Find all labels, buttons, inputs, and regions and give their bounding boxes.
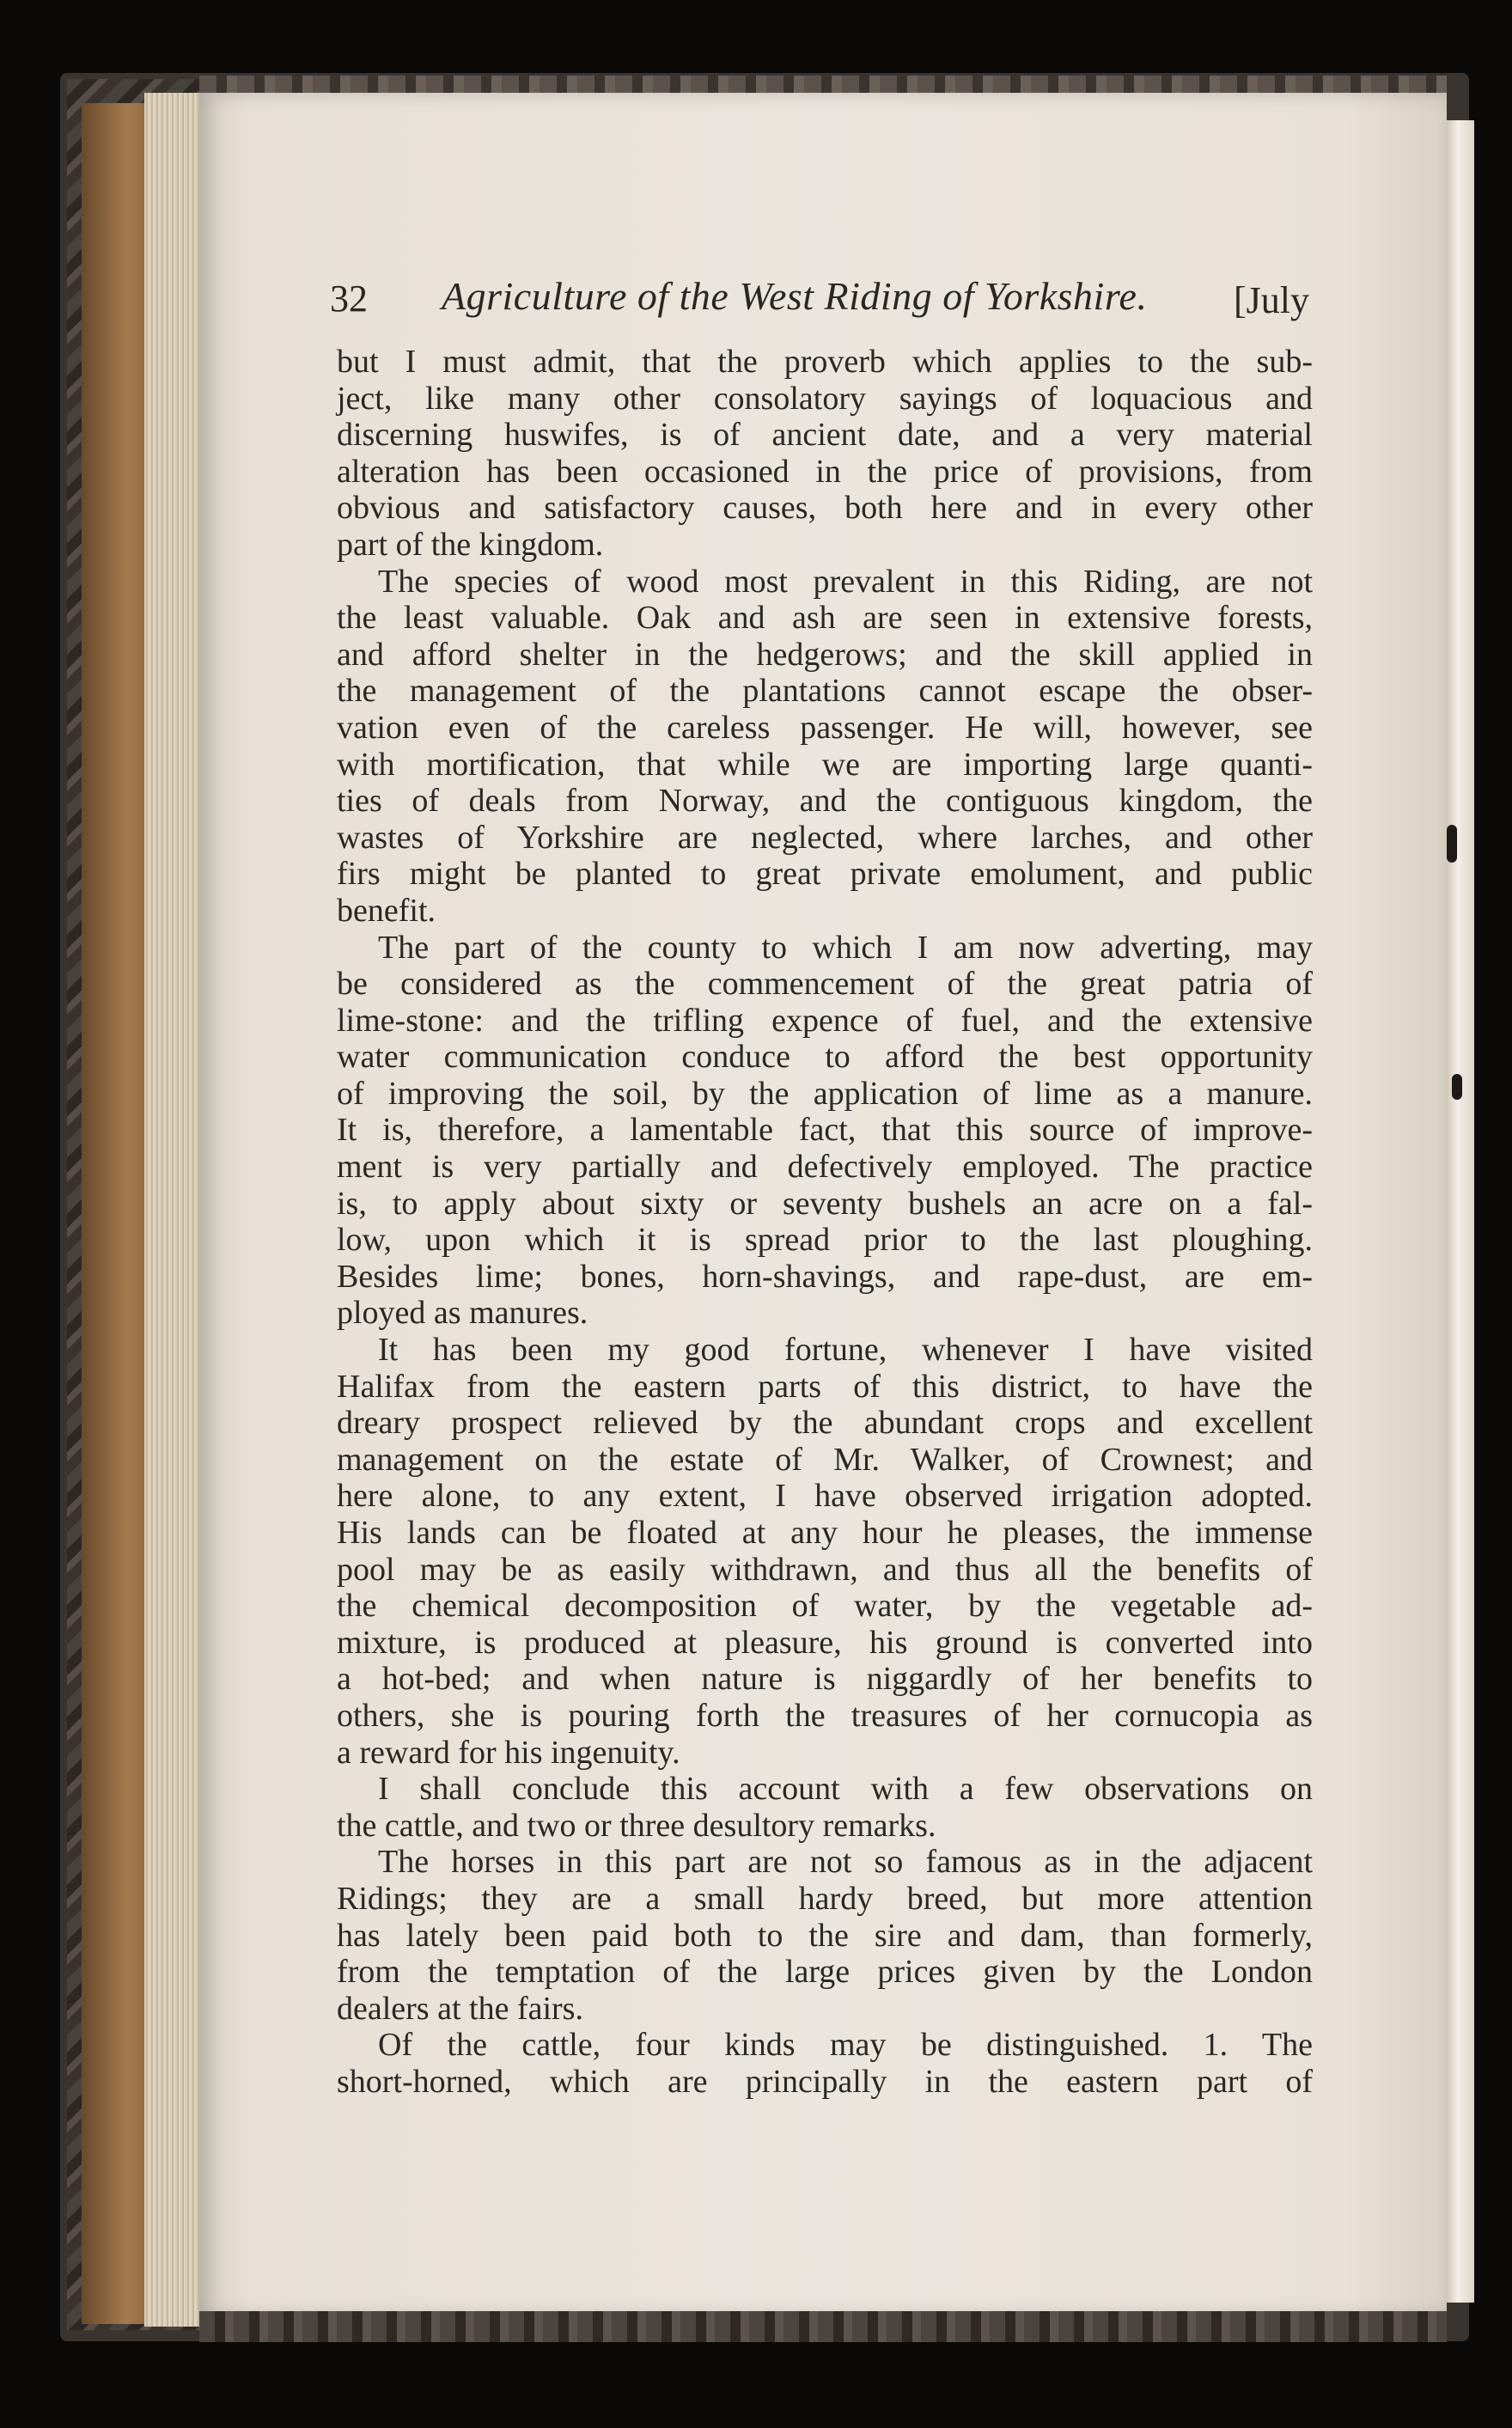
text-line: ties of deals from Norway, and the contiguous kingdom, the: [337, 783, 1313, 820]
text-line: pool may be as easily withdrawn, and thus all the benefits of: [337, 1551, 1313, 1588]
text-line: others, she is pouring forth the treasures of her cornucopia as: [337, 1697, 1313, 1734]
text-line: Besides lime; bones, horn-shavings, and rape-dust, are em-: [337, 1258, 1313, 1295]
text-line: with mortification, that while we are importing large quanti-: [337, 746, 1313, 783]
text-line: It has been my good fortune, whenever I have visited: [378, 1332, 1313, 1369]
page-number: 32: [330, 278, 368, 320]
text-line: Ridings; they are a small hardy breed, but more attention: [337, 1880, 1313, 1917]
text-line: firs might be planted to great private emolument, and public: [337, 856, 1313, 893]
text-line: the chemical decomposition of water, by the vegetable ad-: [337, 1588, 1313, 1625]
text-line: The species of wood most prevalent in this Riding, are not: [378, 563, 1313, 600]
text-line: has lately been paid both to the sire and dam, than formerly,: [337, 1917, 1313, 1954]
text-line: wastes of Yorkshire are neglected, where larches, and other: [337, 819, 1313, 856]
text-line: ject, like many other consolatory sayings of loquacious and: [337, 380, 1313, 417]
text-line: here alone, to any extent, I have observed irrigation adopted.: [337, 1478, 1313, 1515]
text-line: short-horned, which are principally in the eastern part of: [337, 2063, 1313, 2100]
text-line: management on the estate of Mr. Walker, of Crownest; and: [337, 1441, 1313, 1478]
text-line: a reward for his ingenuity.: [337, 1734, 680, 1771]
running-title: Agriculture of the West Riding of Yorkshire.: [442, 274, 1148, 318]
text-line: ployed as manures.: [337, 1295, 588, 1332]
text-line: a hot-bed; and when nature is niggardly of her benefits to: [337, 1661, 1313, 1698]
text-line: lime-stone: and the trifling expence of fuel, and the extensive: [337, 1002, 1313, 1039]
text-line: low, upon which it is spread prior to the last ploughing.: [337, 1222, 1313, 1259]
text-line: and afford shelter in the hedgerows; and the skill applied in: [337, 636, 1313, 673]
text-line: The horses in this part are not so famous as in the adjacent: [378, 1844, 1313, 1881]
text-line: alteration has been occasioned in the price of provisions, from: [337, 453, 1313, 490]
text-line: It is, therefore, a lamentable fact, that this source of improve-: [337, 1112, 1313, 1149]
text-line: discerning huswifes, is of ancient date, and a very material: [337, 417, 1313, 454]
text-line: but I must admit, that the proverb which applies to the sub-: [337, 344, 1313, 380]
text-line: dreary prospect relieved by the abundant crops and excellent: [337, 1405, 1313, 1442]
text-line: dealers at the fairs.: [337, 1990, 583, 2027]
text-line: is, to apply about sixty or seventy bushels an acre on a fal-: [337, 1185, 1313, 1222]
text-line: be considered as the commencement of the great patria of: [337, 966, 1313, 1003]
text-line: part of the kingdom.: [337, 526, 604, 563]
text-line: of improving the soil, by the application of lime as a manure.: [337, 1075, 1313, 1112]
text-line: His lands can be floated at any hour he pleases, the immense: [337, 1515, 1313, 1551]
text-line: mixture, is produced at pleasure, his ground is converted into: [337, 1624, 1313, 1661]
text-line: Halifax from the eastern parts of this district, to have the: [337, 1368, 1313, 1405]
page-header: [330, 273, 1309, 332]
body-text: [337, 344, 1313, 2101]
page-tab-mark: [1447, 825, 1457, 863]
text-line: water communication conduce to afford the best opportunity: [337, 1039, 1313, 1076]
text-line: the management of the plantations cannot escape the obser-: [337, 673, 1313, 710]
page-tab-mark: [1452, 1074, 1462, 1100]
text-line: from the temptation of the large prices given by the London: [337, 1954, 1313, 1991]
bottom-board-edge: [199, 2311, 1447, 2342]
text-line: Of the cattle, four kinds may be distinguished. 1. The: [378, 2027, 1313, 2064]
text-line: I shall conclude this account with a few observations on: [378, 1771, 1313, 1808]
text-line: obvious and satisfactory causes, both here and in every other: [337, 490, 1313, 527]
text-line: benefit.: [337, 892, 436, 929]
text-line: ment is very partially and defectively employed. The practice: [337, 1149, 1313, 1186]
text-line: vation even of the careless passenger. He will, however, see: [337, 709, 1313, 746]
text-line: the cattle, and two or three desultory remarks.: [337, 1807, 936, 1844]
running-month: [July: [1234, 279, 1309, 321]
text-line: The part of the county to which I am now adverting, may: [378, 929, 1313, 966]
facing-page-edge: [1447, 120, 1474, 2303]
text-line: the least valuable. Oak and ash are seen in extensive forests,: [337, 600, 1313, 637]
